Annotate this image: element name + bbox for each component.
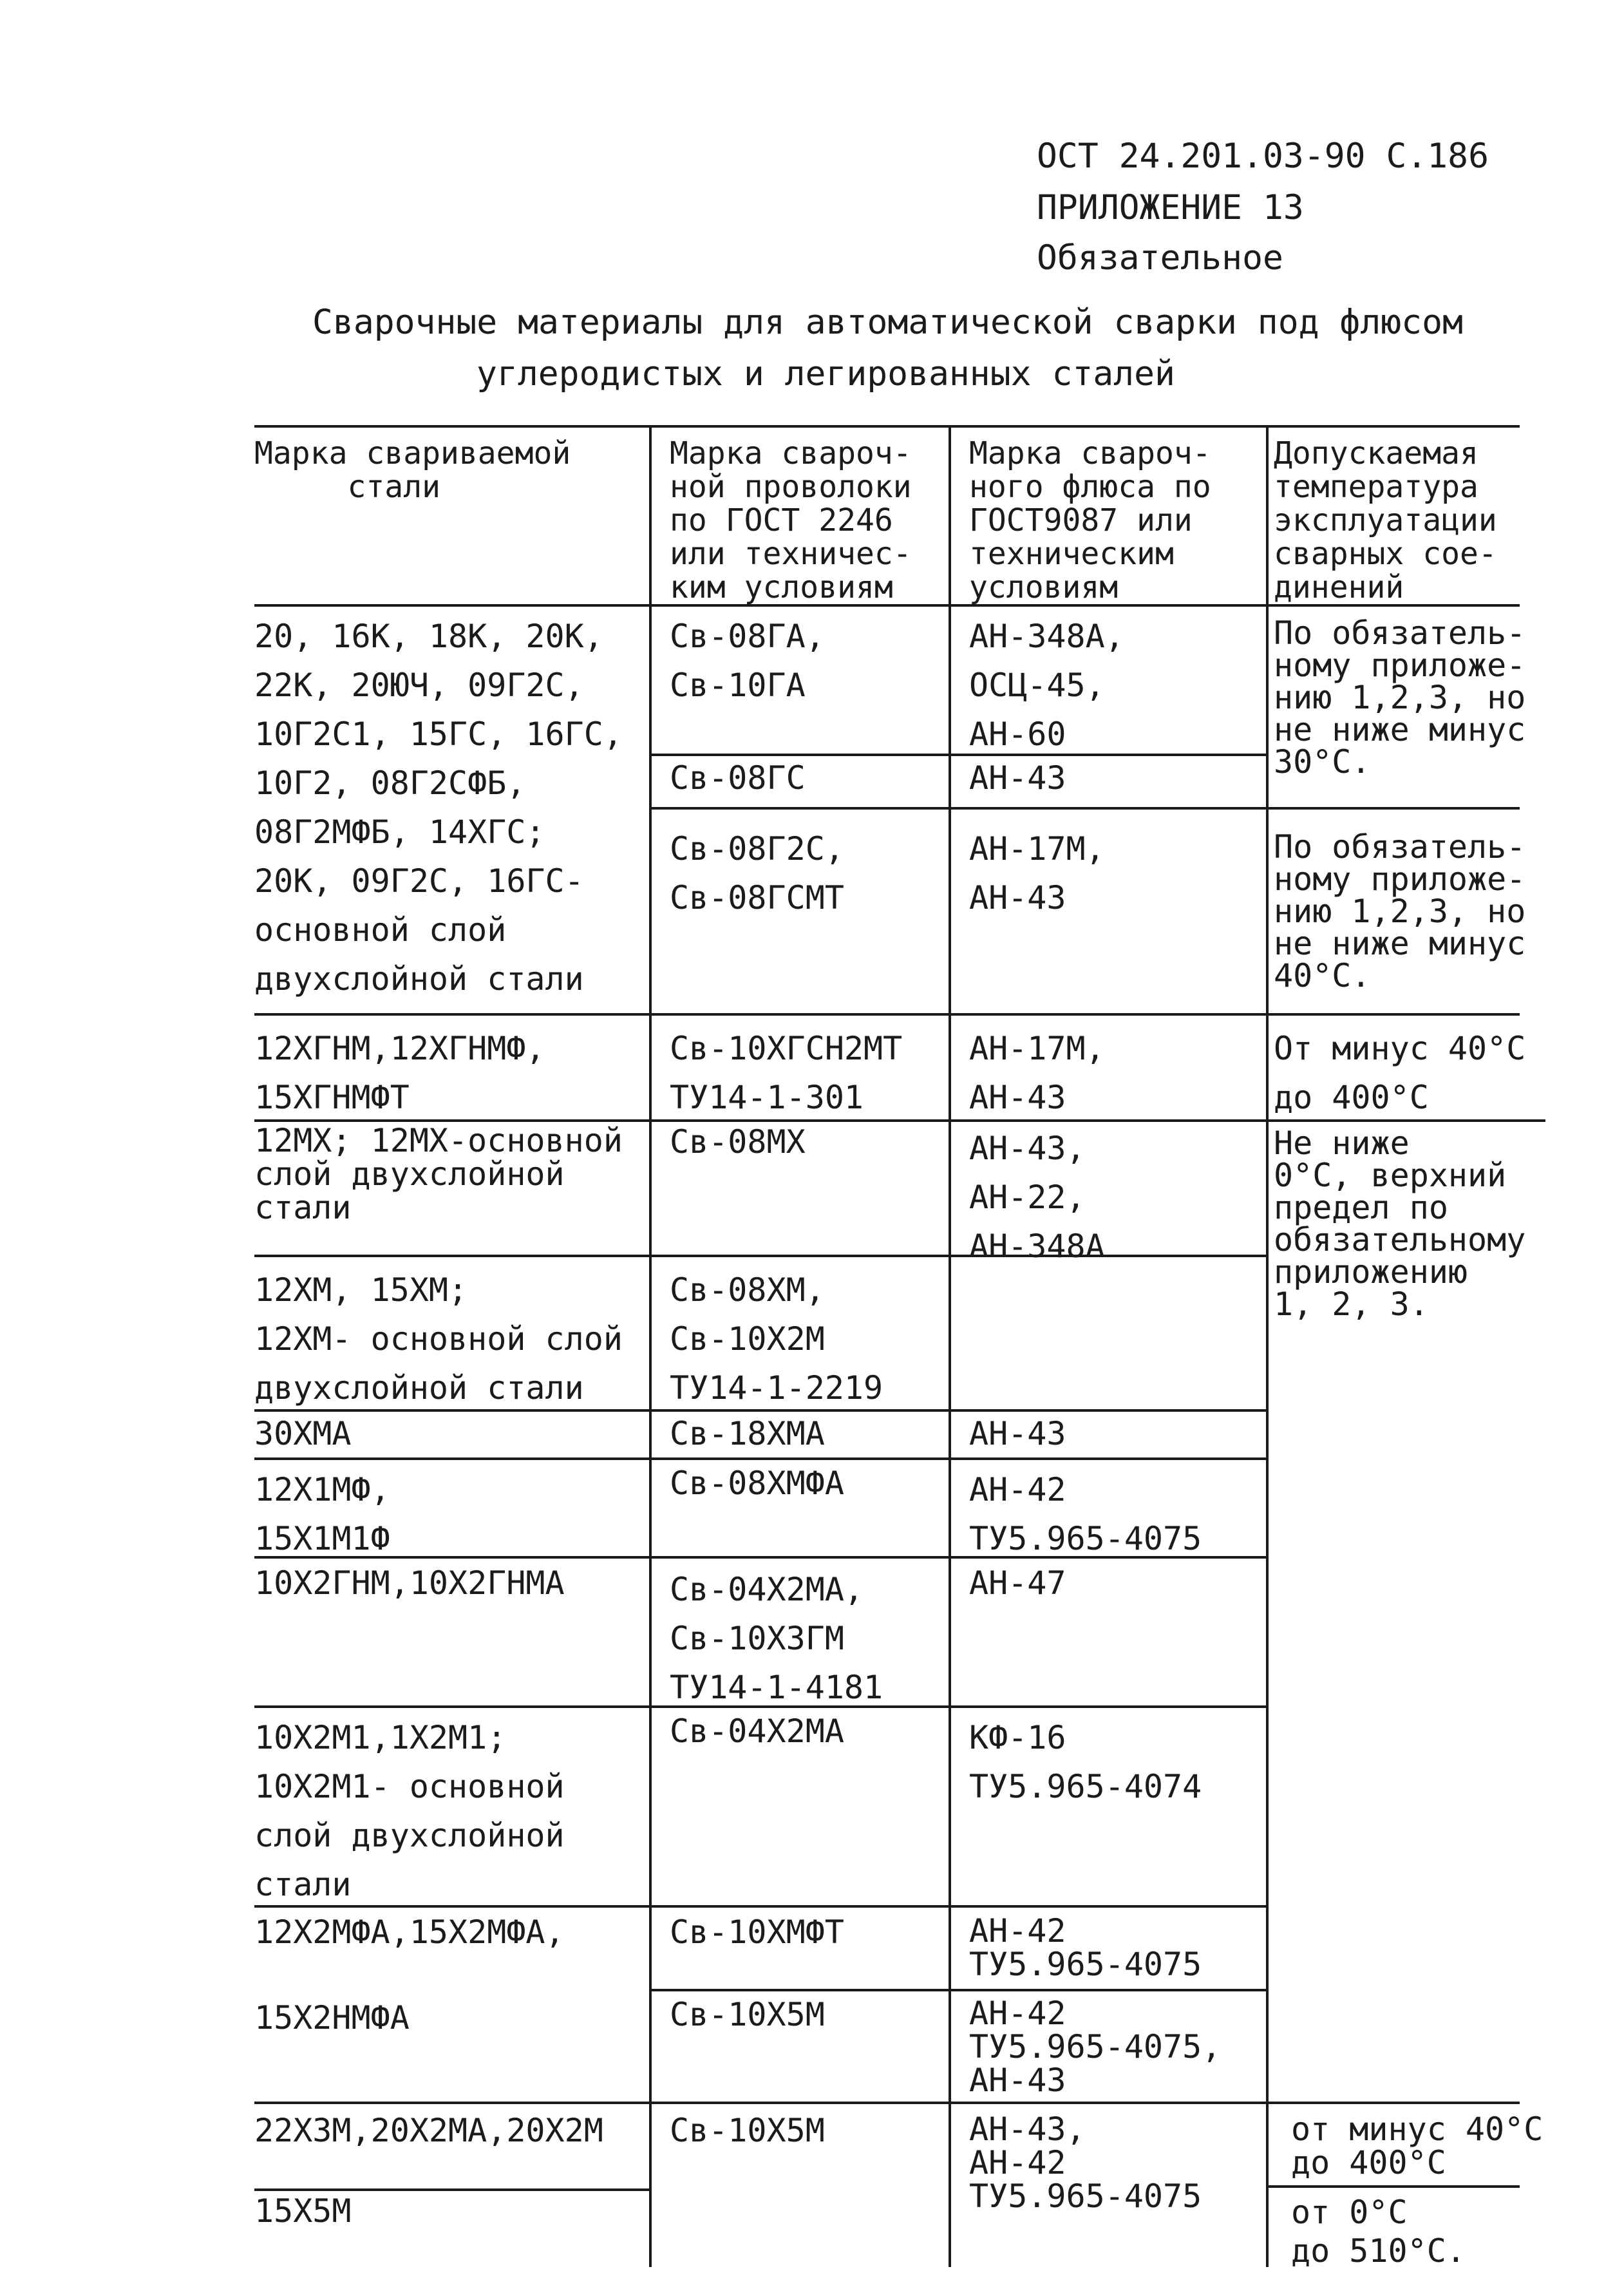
welding-wire-cell: Св-10Х5М	[670, 1996, 825, 2033]
temperature-cell: По обязатель- ному приложе- нию 1,2,3, но не ниже минус 30°С.	[1274, 614, 1526, 781]
welding-flux-cell: АН-43	[969, 1415, 1066, 1452]
welding-wire-cell: Св-10ХГСН2МТ ТУ14-1-301	[670, 1030, 903, 1116]
steel-grade-cell: 12ХГНМ,12ХГНМФ, 15ХГНМФТ	[254, 1030, 545, 1116]
welding-flux-cell: АН-43	[969, 759, 1066, 797]
steel-grade-cell: 22Х3М,20Х2МА,20Х2М	[254, 2112, 603, 2149]
steel-grade-cell: 12Х2МФА,15Х2МФА,	[254, 1913, 565, 1951]
header-allowed-temperature: Допускаемая температура эксплуатации сварных сое- динений	[1274, 435, 1497, 605]
appendix-number: ПРИЛОЖЕНИЕ 13	[1037, 188, 1304, 227]
welding-wire-cell: Св-18ХМА	[670, 1415, 825, 1452]
steel-grade-cell: 20, 16К, 18К, 20К, 22К, 20ЮЧ, 09Г2С, 10Г2С1, 15ГС, 16ГС, 10Г2, 08Г2СФБ, 08Г2МФБ, 14ХГС; 20К, 09Г2С, 16ГС- основной слой двухслойной стали	[254, 618, 623, 998]
welding-wire-cell: Св-04Х2МА	[670, 1713, 844, 1750]
welding-wire-cell: Св-08ГА, Св-10ГА	[670, 618, 825, 704]
welding-flux-cell: АН-42 ТУ5.965-4075	[969, 1912, 1202, 1983]
steel-grade-cell: 12ХМ, 15ХМ; 12ХМ- основной слой двухслойной стали	[254, 1271, 623, 1407]
welding-flux-cell: АН-47	[969, 1564, 1066, 1602]
welding-flux-cell: АН-17М, АН-43	[969, 830, 1105, 916]
welding-wire-cell: Св-08ХМ, Св-10Х2М ТУ14-1-2219	[670, 1271, 883, 1407]
appendix-status: Обязательное	[1037, 238, 1283, 278]
steel-grade-cell: 10Х2ГНМ,10Х2ГНМА	[254, 1564, 565, 1602]
steel-grade-cell: 15Х5М	[254, 2192, 352, 2230]
temperature-cell: От минус 40°С до 400°С	[1274, 1030, 1526, 1116]
steel-grade-cell: 15Х2НМФА	[254, 1999, 410, 2036]
welding-flux-cell: АН-42 ТУ5.965-4075	[969, 1471, 1202, 1557]
steel-grade-cell: 12МХ; 12МХ-основной слой двухслойной стали	[254, 1122, 623, 1226]
steel-grade-cell: 10Х2М1,1Х2М1; 10Х2М1- основной слой двухслойной стали	[254, 1719, 565, 1903]
temperature-cell: от 0°С до 510°С.	[1291, 2194, 1466, 2270]
header-welding-wire: Марка свароч- ной проволоки по ГОСТ 2246 или техничес- ким условиям	[670, 435, 912, 605]
header-welding-flux: Марка свароч- ного флюса по ГОСТ9087 или техническим условиям	[969, 435, 1211, 605]
document-title-line2: углеродистых и легированных сталей	[477, 354, 1175, 394]
welding-flux-cell: АН-43, АН-22, АН-348А	[969, 1130, 1105, 1265]
welding-wire-cell: Св-08ГС	[670, 759, 806, 797]
header-steel-grade: Марка свариваемой стали	[254, 435, 571, 505]
welding-flux-cell: АН-43, АН-42 ТУ5.965-4075	[969, 2111, 1202, 2215]
welding-wire-cell: Св-08Г2С, Св-08ГСМТ	[670, 830, 844, 916]
welding-flux-cell: АН-42 ТУ5.965-4075, АН-43	[969, 1995, 1222, 2099]
welding-wire-cell: Св-10Х5М	[670, 2112, 825, 2149]
welding-flux-cell: АН-17М, АН-43	[969, 1030, 1105, 1116]
welding-wire-cell: Св-04Х2МА, Св-10Х3ГМ ТУ14-1-4181	[670, 1571, 883, 1706]
temperature-cell: от минус 40°С до 400°С	[1291, 2111, 1544, 2181]
welding-flux-cell: КФ-16 ТУ5.965-4074	[969, 1719, 1202, 1805]
welding-wire-cell: Св-08ХМФА	[670, 1465, 844, 1502]
temperature-cell: По обязатель- ному приложе- нию 1,2,3, но не ниже минус 40°С.	[1274, 828, 1526, 994]
standard-designation: ОСТ 24.201.03-90 С.186	[1037, 137, 1489, 176]
welding-wire-cell: Св-10ХМФТ	[670, 1913, 844, 1951]
steel-grade-cell: 12Х1МФ, 15Х1М1Ф	[254, 1471, 390, 1557]
document-title-line1: Сварочные материалы для автоматической сварки под флюсом	[312, 303, 1463, 342]
steel-grade-cell: 30ХМА	[254, 1415, 352, 1452]
welding-wire-cell: Св-08МХ	[670, 1123, 806, 1161]
temperature-cell: Не ниже 0°С, верхний предел по обязательному приложению 1, 2, 3.	[1274, 1125, 1526, 1323]
welding-flux-cell: АН-348А, ОСЦ-45, АН-60	[969, 618, 1124, 753]
